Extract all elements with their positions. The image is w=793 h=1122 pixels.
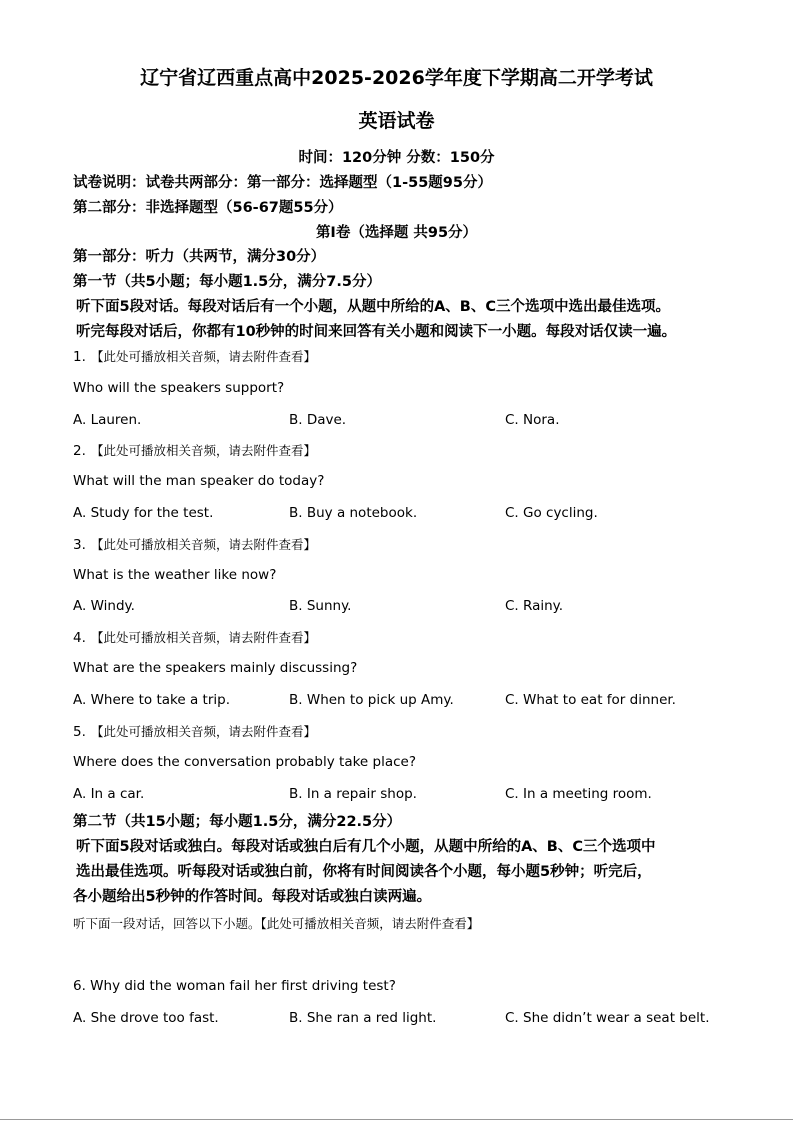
audio-note[interactable]: 【此处可播放相关音频，请去附件查看】: [90, 724, 316, 739]
question-2-audio: [73, 440, 316, 459]
section-two-desc-2: 选出最佳选项。听每段对话或独白前，你将有时间阅读各个小题，每小题5秒钟；听完后，: [76, 864, 652, 880]
time-score: 时间：120分钟 分数：150分: [298, 150, 495, 166]
audio-note[interactable]: 【此处可播放相关音频，请去附件查看】: [90, 630, 316, 645]
question-6-text: 6. Why did the woman fail her first driving test?: [73, 978, 396, 994]
question-number: 4.: [73, 630, 86, 646]
audio-note[interactable]: 【此处可播放相关音频，请去附件查看】: [90, 537, 316, 552]
question-number: 1.: [73, 349, 86, 365]
question-1-option-b: B. Dave.: [289, 412, 347, 428]
question-4-audio: [73, 627, 316, 646]
question-3-audio: [73, 534, 316, 553]
question-2-option-b: B. Buy a notebook.: [289, 505, 418, 521]
audio-note[interactable]: 【此处可播放相关音频，请去附件查看】: [90, 443, 316, 458]
audio-note[interactable]: 【此处可播放相关音频，请去附件查看】: [90, 349, 316, 364]
section-one-heading: 第一节（共5小题；每小题1.5分，满分7.5分）: [73, 274, 381, 290]
exam-title: 辽宁省辽西重点高中2025-2026学年度下学期高二开学考试: [140, 67, 653, 89]
question-4-text: What are the speakers mainly discussing?: [73, 660, 358, 676]
question-4-option-b: B. When to pick up Amy.: [289, 692, 454, 708]
section-one-desc-1: 听下面5段对话。每段对话后有一个小题，从题中所给的A、B、C三个选项中选出最佳选项。: [76, 299, 671, 315]
section-two-desc-3: 各小题给出5秒钟的作答时间。每段对话或独白读两遍。: [73, 889, 432, 905]
question-5-option-c: C. In a meeting room.: [505, 786, 652, 802]
page-bottom-divider: [0, 1119, 793, 1120]
exam-subtitle: 英语试卷: [358, 110, 435, 132]
part-one-heading: 第一部分：听力（共两节，满分30分）: [73, 249, 326, 265]
question-1-option-a: A. Lauren.: [73, 412, 142, 428]
question-3-option-c: C. Rainy.: [505, 598, 564, 614]
question-2-option-a: A. Study for the test.: [73, 505, 214, 521]
question-2-text: What will the man speaker do today?: [73, 473, 325, 489]
question-4-option-a: A. Where to take a trip.: [73, 692, 231, 708]
question-1-audio: [73, 346, 316, 365]
question-6-option-b: B. She ran a red light.: [289, 1010, 437, 1026]
section-two-heading: 第二节（共15小题；每小题1.5分，满分22.5分）: [73, 814, 402, 830]
instructions-line2: 第二部分：非选择题型（56-67题55分）: [73, 200, 343, 216]
question-5-option-b: B. In a repair shop.: [289, 786, 417, 802]
question-3-option-a: A. Windy.: [73, 598, 135, 614]
section-two-desc-1: 听下面5段对话或独白。每段对话或独白后有几个小题，从题中所给的A、B、C三个选项中: [76, 839, 656, 855]
question-2-option-c: C. Go cycling.: [505, 505, 598, 521]
question-number: 3.: [73, 537, 86, 553]
question-1-option-c: C. Nora.: [505, 412, 560, 428]
question-6-option-c: C. She didn’t wear a seat belt.: [505, 1010, 710, 1026]
question-5-audio: [73, 721, 316, 740]
section-one-desc-2: 听完每段对话后，你都有10秒钟的时间来回答有关小题和阅读下一小题。每段对话仅读一遍。: [76, 324, 677, 340]
question-number: 2.: [73, 443, 86, 459]
question-3-option-b: B. Sunny.: [289, 598, 352, 614]
instructions-line1: 试卷说明：试卷共两部分：第一部分：选择题型（1-55题95分）: [73, 175, 492, 191]
question-1-text: Who will the speakers support?: [73, 380, 285, 396]
question-5-text: Where does the conversation probably take place?: [73, 754, 417, 770]
volume-one-heading: 第I卷（选择题 共95分）: [315, 225, 478, 241]
question-number: 5.: [73, 724, 86, 740]
question-6-option-a: A. She drove too fast.: [73, 1010, 219, 1026]
listen-note[interactable]: 听下面一段对话，回答以下小题。【此处可播放相关音频，请去附件查看】: [73, 916, 480, 931]
question-4-option-c: C. What to eat for dinner.: [505, 692, 676, 708]
question-5-option-a: A. In a car.: [73, 786, 145, 802]
question-3-text: What is the weather like now?: [73, 567, 277, 583]
